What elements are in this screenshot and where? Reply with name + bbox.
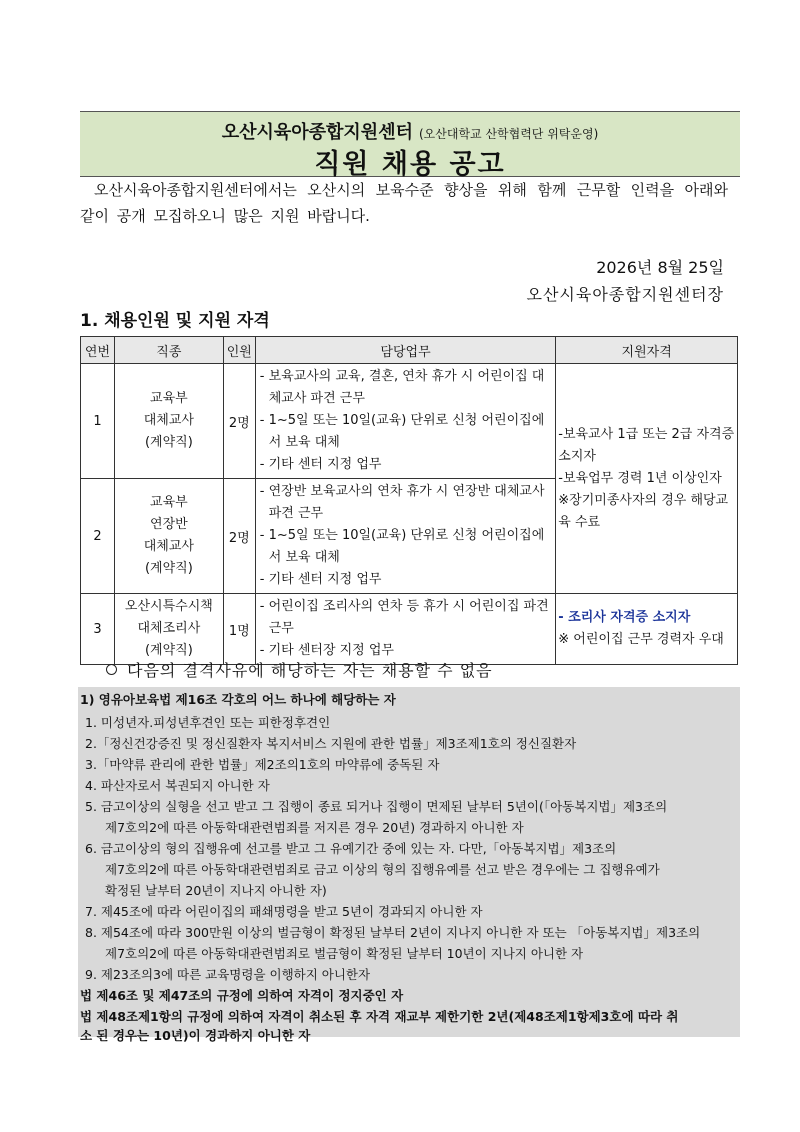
job-line: 연장반	[150, 517, 188, 532]
circle-bullet-icon	[106, 664, 117, 675]
row-duties	[255, 594, 556, 665]
row-num: 2	[81, 479, 115, 594]
row-job	[114, 594, 223, 665]
disq-line: 2.「정신건강증진 및 정신질환자 복지서비스 지원에 관한 법률」제3조제1호의 정신질환자	[85, 736, 577, 751]
header-count: 인원	[223, 337, 255, 364]
disq-line: 법 제46조 및 제47조의 규정에 의하여 자격이 정지중인 자	[80, 988, 404, 1003]
table-header-row	[81, 337, 738, 364]
header-num: 연번	[81, 337, 115, 364]
header-job: 직종	[114, 337, 223, 364]
job-line: 대체조리사	[137, 621, 201, 636]
notice-title: 직원 채용 공고	[314, 149, 506, 180]
duty-item: - 1~5일 또는 10일(교육) 단위로 신청 어린이집에서 보육 대체	[259, 528, 545, 565]
disq-line: 제7호의2에 따른 아동학대관련범죄를 저지른 경우 20년) 경과하지 아니한 자	[105, 820, 524, 835]
recruitment-table	[80, 336, 738, 665]
disq-line: 5. 금고이상의 실형을 선고 받고 그 집행이 종료 되거나 집행이 면제된 날부터 5년이(「아동복지법」제3조의	[85, 799, 668, 814]
signer: 오산시육아종합지원센터장	[526, 285, 724, 304]
job-line: 교육부	[150, 495, 188, 510]
disqualify-heading	[106, 658, 493, 681]
qual-item: ※ 어린이집 근무 경력자 우대	[558, 632, 724, 647]
duty-item: - 1~5일 또는 10일(교육) 단위로 신청 어린이집에서 보육 대체	[259, 413, 545, 450]
org-name: 오산시육아종합지원센터	[221, 122, 413, 143]
table-row	[81, 594, 738, 665]
disq-line: 법 제48조제1항의 규정에 의하여 자격이 취소된 후 자격 재교부 제한기한 2년(제48조제1항제3호에 따라 취	[80, 1009, 679, 1024]
intro-paragraph: 오산시육아종합지원센터에서는 오산시의 보육수준 향상을 위해 함께 근무할 인력을 아래와 같이 공개 모집하오니 많은 지원 바랍니다.	[80, 181, 728, 225]
header-qualification: 지원자격	[556, 337, 738, 364]
duty-item: - 연장반 보육교사의 연차 휴가 시 연장반 대체교사 파견 근무	[259, 484, 545, 521]
disq-line: 제7호의2에 따른 아동학대관련범죄로 벌금형이 확정된 날부터 10년이 지나지 아니한 자	[105, 946, 584, 961]
job-line: (계약직)	[144, 435, 193, 450]
row-job	[114, 479, 223, 594]
qual-item: -보육업무 경력 1년 이상인자	[558, 470, 722, 486]
job-line: 대체교사	[143, 413, 194, 428]
disq-line: 9. 제23조의3에 따른 교육명령을 이행하지 아니한자	[85, 967, 371, 982]
disq-line: 6. 금고이상의 형의 집행유예 선고를 받고 그 유예기간 중에 있는 자. 다만,「아동복지법」제3조의	[85, 841, 617, 856]
row-job	[114, 364, 223, 479]
org-subtitle: (오산대학교 산학협력단 위탁운영)	[418, 127, 599, 141]
qual-item: ※장기미종사자의 경우 해당교육 수료	[558, 492, 729, 530]
notice-date: 2026년 8월 25일	[596, 258, 724, 277]
org-line	[80, 118, 740, 144]
duty-item: - 기타 센터 지정 업무	[259, 572, 382, 587]
row-qualification	[556, 594, 738, 665]
disq-line: 1) 영유아보육법 제16조 각호의 어느 하나에 해당하는 자	[80, 692, 396, 707]
disq-line: 1. 미성년자.피성년후견인 또는 피한정후견인	[85, 715, 331, 730]
row-count: 1명	[223, 594, 255, 665]
job-line: 오산시특수시책	[124, 599, 213, 614]
table-row	[81, 364, 738, 479]
job-line: 교육부	[150, 391, 188, 406]
disqualify-heading-text: 다음의 결격사유에 해당하는 자는 채용할 수 없음	[127, 661, 493, 680]
disq-line: 제7호의2에 따른 아동학대관련범죄로 금고 이상의 형의 집행유예를 선고 받은 경우에는 그 집행유예가	[105, 862, 660, 877]
disq-line: 8. 제54조에 따라 300만원 이상의 벌금형이 확정된 날부터 2년이 지나지 아니한 자 또는 「아동복지법」제3조의	[85, 925, 701, 940]
disq-line: 3.「마약류 관리에 관한 법률」제2조의1호의 마약류에 중독된 자	[85, 757, 440, 772]
disqualify-box	[78, 687, 740, 1043]
duty-item: - 기타 센터 지정 업무	[259, 457, 382, 472]
job-line: (계약직)	[144, 643, 193, 658]
duty-item: - 보육교사의 교육, 결혼, 연차 휴가 시 어린이집 대체교사 파견 근무	[259, 369, 545, 406]
row-num: 1	[81, 364, 115, 479]
row-duties	[255, 364, 556, 479]
duty-item: - 어린이집 조리사의 연차 등 휴가 시 어린이집 파견 근무	[259, 599, 549, 636]
disq-line: 4. 파산자로서 복권되지 아니한 자	[85, 778, 270, 793]
qual-item: - 조리사 자격증 소지자	[558, 610, 691, 625]
header-banner	[80, 111, 740, 180]
disq-line: 7. 제45조에 따라 어린이집의 패쇄명령을 받고 5년이 경과되지 아니한 자	[85, 904, 483, 919]
row-count: 2명	[223, 364, 255, 479]
header-duties: 담당업무	[255, 337, 556, 364]
disq-line: 확정된 날부터 20년이 지나지 아니한 자)	[105, 883, 327, 898]
qual-item: -보육교사 1급 또는 2급 자격증 소지자	[558, 426, 735, 464]
job-line: (계약직)	[144, 561, 193, 576]
disq-line: 소 된 경우는 10년)이 경과하지 아니한 자	[80, 1028, 311, 1043]
row-num: 3	[81, 594, 115, 665]
job-line: 대체교사	[143, 539, 194, 554]
shared-qualification	[556, 364, 738, 594]
section-heading: 1. 채용인원 및 지원 자격	[80, 311, 270, 331]
duty-item: - 기타 센터장 지정 업무	[259, 643, 394, 658]
row-count: 2명	[223, 479, 255, 594]
row-duties	[255, 479, 556, 594]
